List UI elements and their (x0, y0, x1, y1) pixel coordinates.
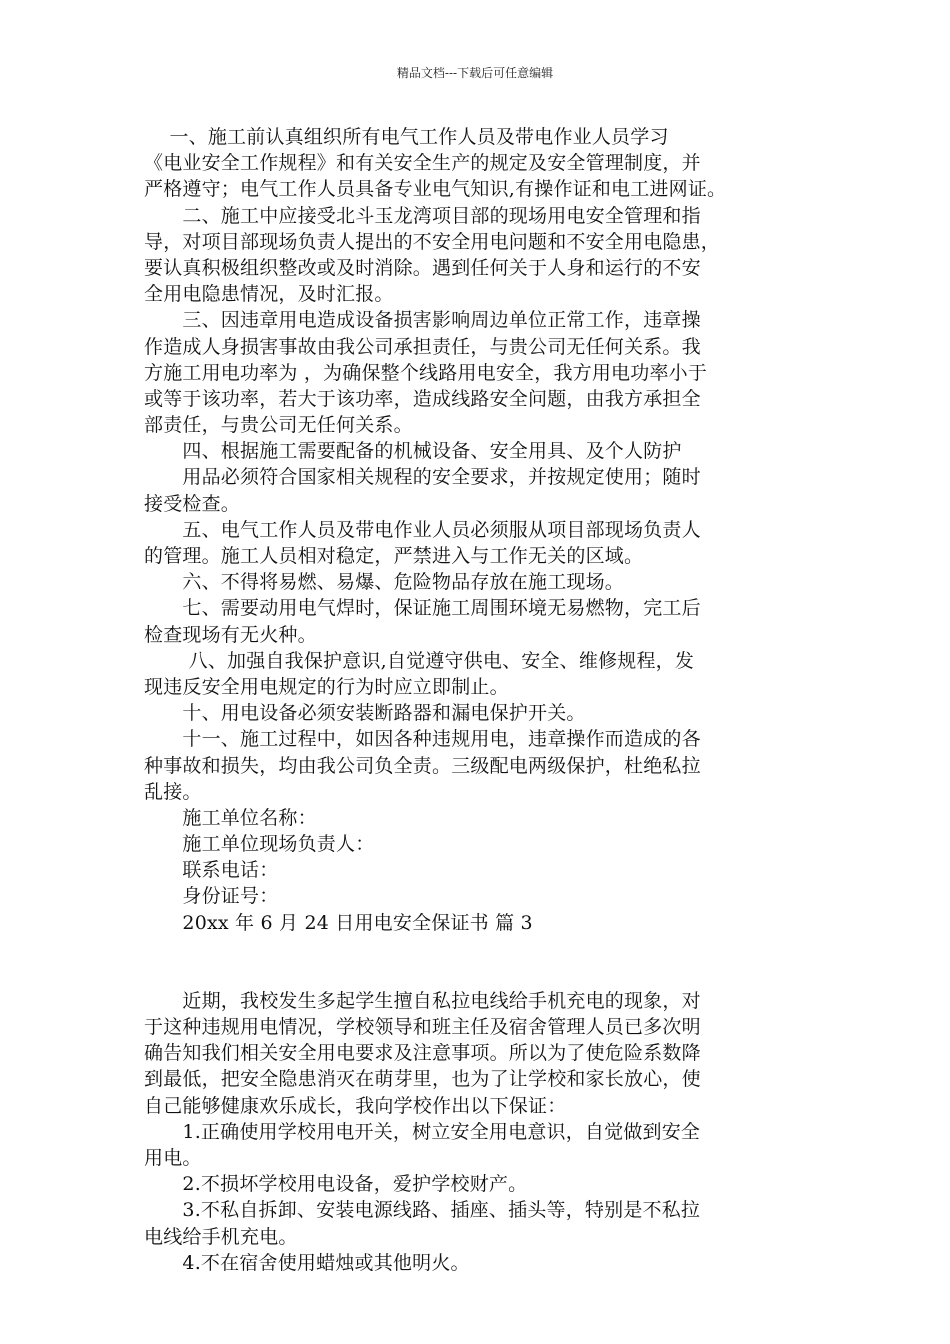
text-line: 导，对项目部现场负责人提出的不安全用电问题和不安全用电隐患， (144, 230, 721, 253)
text-line: 八、加强自我保护意识,自觉遵守供电、安全、维修规程，发 (144, 649, 695, 672)
text-line: 二、施工中应接受北斗玉龙湾项目部的现场用电安全管理和指 (144, 204, 701, 227)
text-line: 全用电隐患情况，及时汇报。 (144, 283, 394, 306)
text-line: 四、根据施工需要配备的机械设备、安全用具、及个人防护 (144, 440, 682, 463)
text-line: 现违反安全用电规定的行为时应立即制止。 (144, 675, 509, 698)
text-line: 接受检查。 (144, 492, 241, 515)
text-line: 用电。 (144, 1146, 202, 1169)
text-line: 20xx 年 6 月 24 日用电安全保证书 篇 3 (144, 911, 533, 934)
text-line: 或等于该功率，若大于该功率，造成线路安全问题，由我方承担全 (144, 387, 701, 410)
text-line: 种事故和损失，均由我公司负全责。三级配电两级保护，杜绝私拉 (144, 754, 701, 777)
text-line: 十、用电设备必须安装断路器和漏电保护开关。 (144, 702, 586, 725)
text-line: 方施工用电功率为 ，为确保整个线路用电安全，我方用电功率小于 (144, 361, 708, 384)
document-body (144, 124, 814, 1276)
text-line: 部责任，与贵公司无任何关系。 (144, 414, 413, 437)
text-line: 联系电话： (144, 859, 279, 882)
text-line: 电线给手机充电。 (144, 1225, 298, 1248)
section-gap (144, 936, 814, 988)
text-line: 用品必须符合国家相关规程的安全要求，并按规定使用；随时 (144, 466, 701, 489)
text-line: 身份证号： (144, 885, 279, 908)
text-line: 施工单位现场负责人： (144, 833, 375, 856)
text-line: 确告知我们相关安全用电要求及注意事项。所以为了使危险系数降 (144, 1042, 701, 1065)
text-line: 七、需要动用电气焊时，保证施工周围环境无易燃物，完工后 (144, 597, 701, 620)
page-header-note: 精品文档---下载后可任意编辑 (396, 66, 554, 80)
text-line: 近期，我校发生多起学生擅自私拉电线给手机充电的现象，对 (144, 989, 701, 1012)
text-line: 三、因违章用电造成设备损害影响周边单位正常工作，违章操 (144, 309, 701, 332)
text-line: 1.正确使用学校用电开关，树立安全用电意识，自觉做到安全 (144, 1120, 701, 1143)
section-student-pledge (144, 988, 814, 1276)
text-line: 《电业安全工作规程》和有关安全生产的规定及安全管理制度，并 (144, 152, 701, 175)
text-line: 严格遵守；电气工作人员具备专业电气知识,有操作证和电工进网证。 (144, 178, 727, 201)
text-line: 4.不在宿舍使用蜡烛或其他明火。 (144, 1251, 470, 1274)
text-line: 要认真积极组织整改或及时消除。遇到任何关于人身和运行的不安 (144, 256, 701, 279)
text-line: 六、不得将易燃、易爆、危险物品存放在施工现场。 (144, 571, 625, 594)
text-line: 五、电气工作人员及带电作业人员必须服从项目部现场负责人 (144, 518, 701, 541)
text-line: 于这种违规用电情况，学校领导和班主任及宿舍管理人员已多次明 (144, 1016, 701, 1038)
text-line: 乱接。 (144, 780, 202, 803)
text-line: 到最低，把安全隐患消灭在萌芽里，也为了让学校和家长放心，使 (144, 1068, 701, 1091)
section-electric-safety-terms (144, 124, 814, 936)
text-line: 的管理。施工人员相对稳定，严禁进入与工作无关的区域。 (144, 545, 644, 567)
text-line: 一、施工前认真组织所有电气工作人员及带电作业人员学习 (144, 126, 669, 148)
text-line: 施工单位名称： (144, 806, 317, 829)
text-line: 3.不私自拆卸、安装电源线路、插座、插头等，特别是不私拉 (144, 1199, 701, 1222)
text-line: 2.不损坏学校用电设备，爱护学校财产。 (144, 1173, 528, 1196)
text-line: 作造成人身损害事故由我公司承担责任，与贵公司无任何关系。我 (144, 335, 701, 358)
text-line: 十一、施工过程中，如因各种违规用电，违章操作而造成的各 (144, 728, 701, 751)
text-line: 检查现场有无火种。 (144, 623, 317, 646)
text-line: 自己能够健康欢乐成长，我向学校作出以下保证： (144, 1094, 567, 1117)
